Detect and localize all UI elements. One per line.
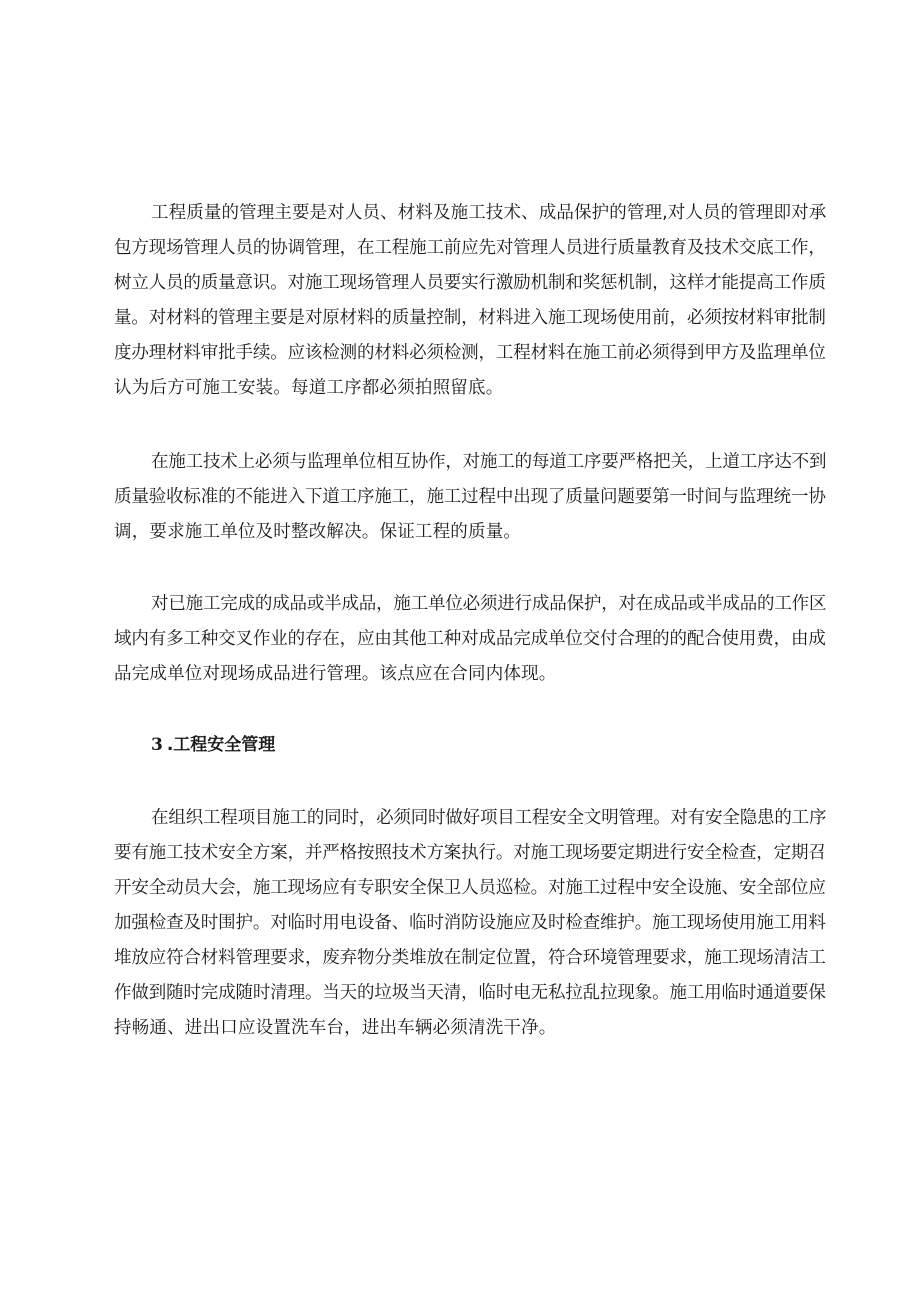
text-line: 要有施工技术安全方案，并严格按照技术方案执行。对施工现场要定期进行安全检查，定期召 [114, 843, 826, 863]
text-line: 持畅通、进出口应设置洗车台，进出车辆必须清洗干净。 [114, 1018, 557, 1038]
text-line: 对已施工完成的成品或半成品，施工单位必须进行成品保护，对在成品或半成品的工作区 [151, 594, 827, 614]
text-line: 在组织工程项目施工的同时，必须同时做好项目工程安全文明管理。对有安全隐患的工序 [151, 808, 827, 828]
text-line: 度办理材料审批手续。应该检测的材料必须检测，工程材料在施工前必须得到甲方及监理单位 [114, 343, 826, 363]
text-line: 树立人员的质量意识。对施工现场管理人员要实行激励机制和奖惩机制，这样才能提高工作质 [114, 273, 826, 293]
text-line: 调，要求施工单位及时整改解决。保证工程的质量。 [114, 522, 522, 542]
text-line: 作做到随时完成随时清理。当天的垃圾当天清，临时电无私拉乱拉现象。施工用临时通道要保 [114, 983, 826, 1003]
text-line: 工程质量的管理主要是对人员、材料及施工技术、成品保护的管理,对人员的管理即对承 [151, 203, 827, 223]
text-line: 包方现场管理人员的协调管理，在工程施工前应先对管理人员进行质量教育及技术交底工作， [114, 238, 826, 258]
section-number: 3 [151, 735, 163, 755]
paragraph-product-protection [114, 587, 826, 692]
text-line: 认为后方可施工安装。每道工序都必须拍照留底。 [114, 378, 504, 398]
text-line: 加强检查及时围护。对临时用电设备、临时消防设施应及时检查维护。施工现场使用施工用料 [114, 913, 826, 933]
text-line: 开安全动员大会，施工现场应有专职安全保卫人员巡检。对施工过程中安全设施、安全部位应 [114, 878, 826, 898]
text-line: 在施工技术上必须与监理单位相互协作，对施工的每道工序要严格把关，上道工序达不到 [151, 452, 827, 472]
paragraph-quality-management [114, 196, 826, 406]
section-heading [151, 730, 275, 760]
text-line: 域内有多工种交叉作业的存在，应由其他工种对成品完成单位交付合理的的配合使用费，由成 [114, 629, 826, 649]
paragraph-safety-management [114, 801, 826, 1046]
text-line: 质量验收标准的不能进入下道工序施工，施工过程中出现了质量问题要第一时间与监理统一协 [114, 487, 826, 507]
section-title: .工程安全管理 [166, 735, 276, 755]
paragraph-construction-technique [114, 445, 826, 550]
text-line: 量。对材料的管理主要是对原材料的质量控制，材料进入施工现场使用前，必须按材料审批制 [114, 308, 826, 328]
text-line: 品完成单位对现场成品进行管理。该点应在合同内体现。 [114, 664, 557, 684]
text-line: 堆放应符合材料管理要求，废弃物分类堆放在制定位置，符合环境管理要求，施工现场清洁工 [114, 948, 826, 968]
